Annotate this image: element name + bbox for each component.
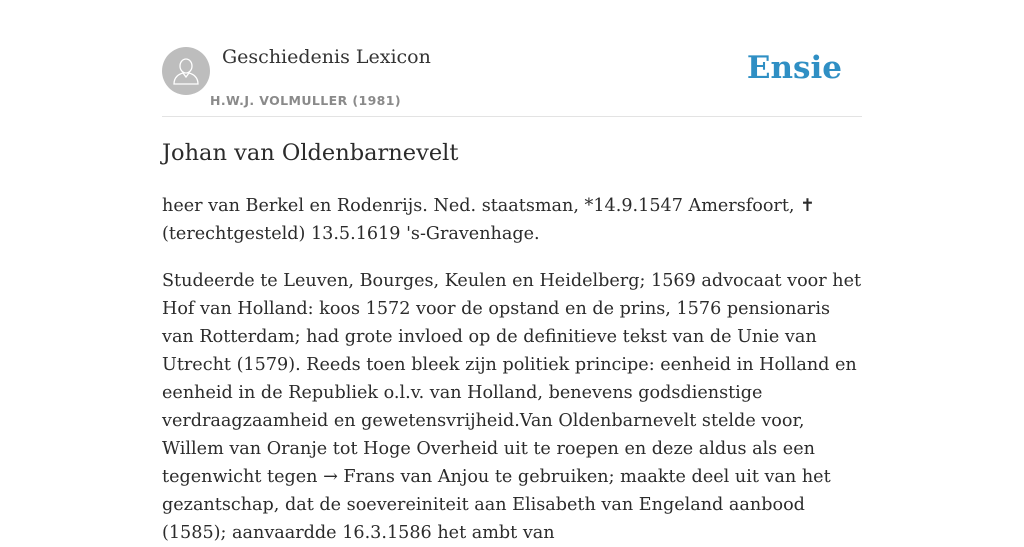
user-icon[interactable] xyxy=(162,47,210,95)
source-title[interactable]: Geschiedenis Lexicon xyxy=(222,46,431,68)
source-header xyxy=(162,0,862,117)
page xyxy=(162,0,862,543)
article-paragraph: Studeerde te Leuven, Bourges, Keulen en Heidelberg; 1569 advocaat voor het Hof van Holland: koos 1572 voor de opstand en de prins, 1576 pensionaris van Rotterdam; had grote invloed op de definitieve tekst van de Unie van Utrecht (1579). Reeds toen bleek zijn politiek principe: eenheid in Holland en eenheid in de Republiek o.l.v. van Holland, benevens godsdienstige verdraagzaamheid en gewetensvrijheid.Van Oldenbarnevelt stelde voor, Willem van Oranje tot Hoge Overheid uit te roepen en deze aldus als een tegenwicht tegen → Frans van Anjou te gebruiken; maakte deel uit van het gezantschap, dat de soevereiniteit aan Elisabeth van Engeland aanbood (1585); aanvaardde 16.3.1586 het ambt van xyxy=(162,271,862,543)
brand-logo[interactable]: Ensie xyxy=(746,50,842,86)
article-title: Johan van Oldenbarnevelt xyxy=(162,140,459,166)
article-paragraph: heer van Berkel en Rodenrijs. Ned. staatsman, *14.9.1547 Amersfoort, ✝ (terechtgesteld) 13.5.1619 's-Gravenhage. xyxy=(162,196,815,244)
source-author[interactable]: H.W.J. VOLMULLER (1981) xyxy=(210,93,401,108)
